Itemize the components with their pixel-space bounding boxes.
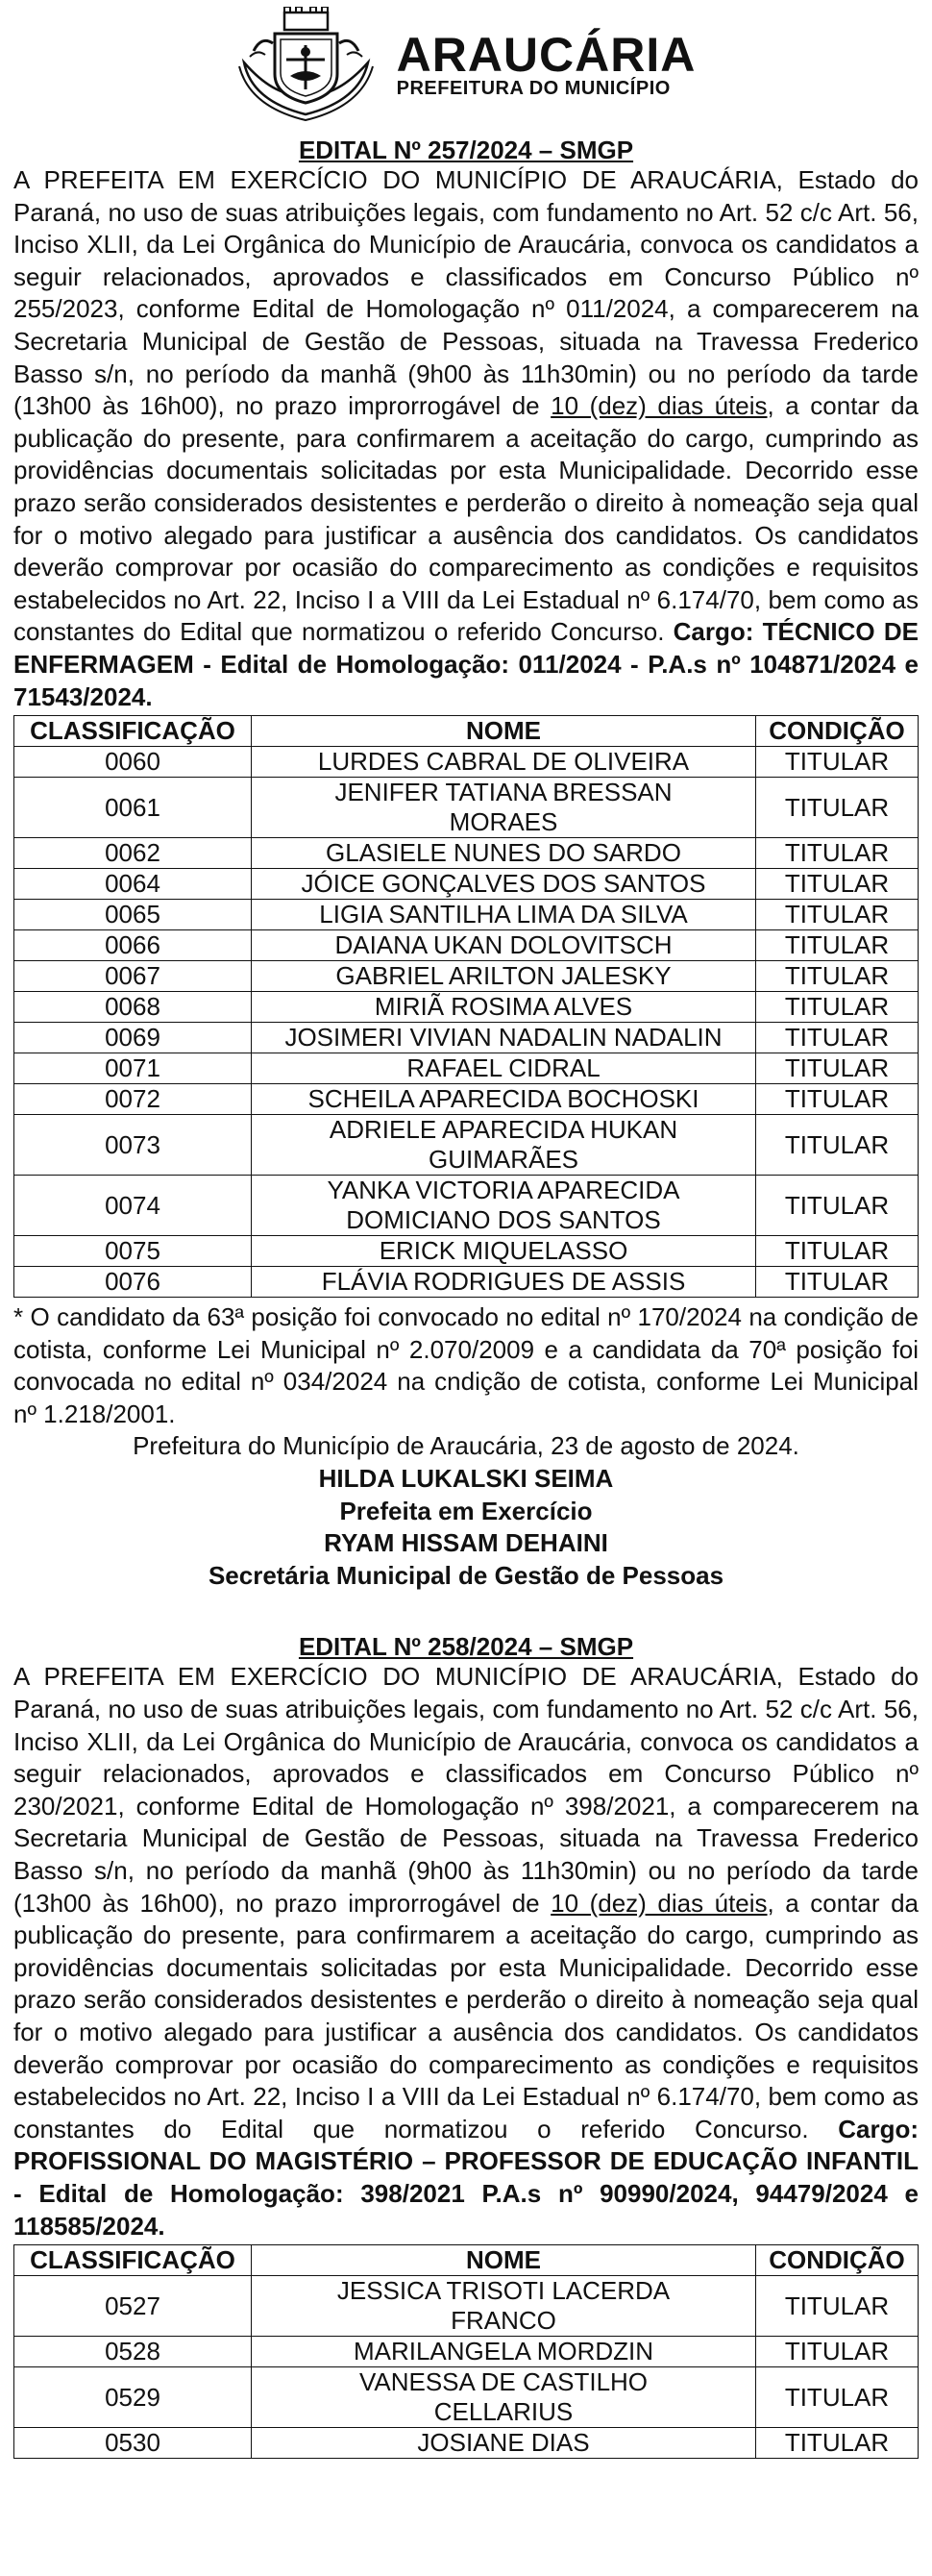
table-row	[14, 2276, 919, 2337]
cell-condicao: TITULAR	[756, 1236, 919, 1267]
cell-classificacao: 0075	[14, 1236, 252, 1267]
cell-classificacao: 0060	[14, 747, 252, 778]
column-header: CLASSIFICAÇÃO	[14, 716, 252, 747]
body-text: , a contar da publicação do presente, para confirmarem a aceitação do cargo, cumprindo as providências documentais solicitadas por esta Municipalidade. Decorrido esse prazo serão considerados desistentes e perderão o direito à nomeação seja qual for o motivo alegado para justificar a ausência dos candidatos. Os candidatos deverão comprovar por ocasião do comparecimento as condições e requisitos estabelecidos no Art. 22, Inciso I a VIII da Lei Estadual nº 6.174/70, bem como as constantes do Edital que normatizou o referido Concurso.	[13, 391, 919, 647]
cell-nome: ERICK MIQUELASSO	[252, 1236, 756, 1267]
table-row	[14, 2337, 919, 2367]
cell-condicao: TITULAR	[756, 1267, 919, 1298]
column-header: NOME	[252, 716, 756, 747]
edital-body	[13, 1661, 919, 2242]
cell-classificacao: 0068	[14, 992, 252, 1023]
brand-subtitle: PREFEITURA DO MUNICÍPIO	[396, 77, 671, 99]
cell-nome: JENIFER TATIANA BRESSAN MORAES	[252, 778, 756, 838]
cell-classificacao: 0061	[14, 778, 252, 838]
body-text: , a contar da publicação do presente, para confirmarem a aceitação do cargo, cumprindo as providências documentais solicitadas por esta Municipalidade. Decorrido esse prazo serão considerados desistentes e perderão o direito à nomeação seja qual for o motivo alegado para justificar a ausência dos candidatos. Os candidatos deverão comprovar por ocasião do comparecimento as condições e requisitos estabelecidos no Art. 22, Inciso I a VIII da Lei Estadual nº 6.174/70, bem como as constantes do Edital que normatizou o referido Concurso.	[13, 1888, 919, 2143]
table-row	[14, 1115, 919, 1176]
table-row	[14, 1236, 919, 1267]
header	[13, 0, 919, 130]
cargo-text: Cargo: TÉCNICO DE ENFERMAGEM - Edital de Homologação: 011/2024 - P.A.s nº 104871/2024 e 71543/2024.	[13, 617, 920, 711]
table-row	[14, 900, 919, 930]
cell-classificacao: 0064	[14, 869, 252, 900]
cell-classificacao: 0074	[14, 1176, 252, 1236]
table-header-row	[14, 2245, 919, 2276]
cell-nome: RAFAEL CIDRAL	[252, 1053, 756, 1084]
body-text: A PREFEITA EM EXERCÍCIO DO MUNICÍPIO DE ARAUCÁRIA, Estado do Paraná, no uso de suas atribuições legais, com fundamento no Art. 52 c/c Art. 56, Inciso XLII, da Lei Orgânica do Município de Araucária, convoca os candidatos a seguir relacionados, aprovados e classificados em Concurso Público nº 230/2021, conforme Edital de Homologação nº 398/2021, a comparecerem na Secretaria Municipal de Gestão de Pessoas, situada na Travessa Frederico Basso s/n, no período da manhã (9h00 às 11h30min) ou no período da tarde (13h00 às 16h00), no prazo improrrogável de	[13, 1662, 919, 1918]
edital-title: EDITAL Nº 257/2024 – SMGP	[298, 136, 634, 164]
cell-nome: GLASIELE NUNES DO SARDO	[252, 838, 756, 869]
cell-classificacao: 0069	[14, 1023, 252, 1053]
cell-nome: YANKA VICTORIA APARECIDA DOMICIANO DOS SANTOS	[252, 1176, 756, 1236]
edital-title: EDITAL Nº 258/2024 – SMGP	[298, 1632, 634, 1662]
cell-nome: JOSIANE DIAS	[252, 2428, 756, 2459]
coat-of-arms-icon	[236, 7, 376, 124]
cell-condicao: TITULAR	[756, 2337, 919, 2367]
column-header: CONDIÇÃO	[756, 2245, 919, 2276]
table-row	[14, 1053, 919, 1084]
signer-name: RYAM HISSAM DEHAINI	[324, 1528, 608, 1558]
cell-condicao: TITULAR	[756, 838, 919, 869]
cell-condicao: TITULAR	[756, 992, 919, 1023]
cell-condicao: TITULAR	[756, 778, 919, 838]
body-text: A PREFEITA EM EXERCÍCIO DO MUNICÍPIO DE ARAUCÁRIA, Estado do Paraná, no uso de suas atribuições legais, com fundamento no Art. 52 c/c Art. 56, Inciso XLII, da Lei Orgânica do Município de Araucária, convoca os candidatos a seguir relacionados, aprovados e classificados em Concurso Público nº 255/2023, conforme Edital de Homologação nº 011/2024, a comparecerem na Secretaria Municipal de Gestão de Pessoas, situada na Travessa Frederico Basso s/n, no período da manhã (9h00 às 11h30min) ou no período da tarde (13h00 às 16h00), no prazo improrrogável de	[13, 165, 919, 421]
cell-nome: GABRIEL ARILTON JALESKY	[252, 961, 756, 992]
table-row	[14, 838, 919, 869]
edital-body	[13, 164, 919, 713]
cell-condicao: TITULAR	[756, 930, 919, 961]
cell-classificacao: 0071	[14, 1053, 252, 1084]
table-row	[14, 778, 919, 838]
cell-classificacao: 0072	[14, 1084, 252, 1115]
cell-nome: LURDES CABRAL DE OLIVEIRA	[252, 747, 756, 778]
cell-classificacao: 0067	[14, 961, 252, 992]
cell-classificacao: 0065	[14, 900, 252, 930]
table-row	[14, 747, 919, 778]
deadline-text: 10 (dez) dias úteis	[551, 391, 768, 421]
cell-classificacao: 0066	[14, 930, 252, 961]
column-header: CLASSIFICAÇÃO	[14, 2245, 252, 2276]
table-row	[14, 2367, 919, 2428]
table-row	[14, 1084, 919, 1115]
cell-classificacao: 0530	[14, 2428, 252, 2459]
table-row	[14, 930, 919, 961]
cell-condicao: TITULAR	[756, 1176, 919, 1236]
brand	[396, 27, 697, 99]
document-page	[13, 0, 919, 2459]
cell-nome: MIRIÃ ROSIMA ALVES	[252, 992, 756, 1023]
table-row	[14, 1267, 919, 1298]
cell-classificacao: 0528	[14, 2337, 252, 2367]
cell-nome: DAIANA UKAN DOLOVITSCH	[252, 930, 756, 961]
column-header: NOME	[252, 2245, 756, 2276]
footnote: * O candidato da 63ª posição foi convocado no edital nº 170/2024 na condição de cotista, conforme Lei Municipal nº 2.070/2009 e a candidata da 70ª posição foi convocada no edital nº 034/2024 na cndição de cotista, conforme Lei Municipal nº 1.218/2001.	[13, 1302, 919, 1428]
signer-role: Secretária Municipal de Gestão de Pessoas	[208, 1560, 724, 1590]
cell-nome: JESSICA TRISOTI LACERDA FRANCO	[252, 2276, 756, 2337]
table-row	[14, 992, 919, 1023]
cell-classificacao: 0062	[14, 838, 252, 869]
cell-nome: SCHEILA APARECIDA BOCHOSKI	[252, 1084, 756, 1115]
table-row	[14, 1176, 919, 1236]
cell-nome: VANESSA DE CASTILHO CELLARIUS	[252, 2367, 756, 2428]
table-row	[14, 1023, 919, 1053]
cell-classificacao: 0527	[14, 2276, 252, 2337]
cargo-text: Cargo: PROFISSIONAL DO MAGISTÉRIO – PROFESSOR DE EDUCAÇÃO INFANTIL - Edital de Homologação: 398/2021 P.A.s nº 90990/2024, 94479/2024 e 118585/2024.	[13, 2114, 919, 2241]
cell-condicao: TITULAR	[756, 2276, 919, 2337]
cell-nome: LIGIA SANTILHA LIMA DA SILVA	[252, 900, 756, 930]
place-date: Prefeitura do Município de Araucária, 23 de agosto de 2024.	[133, 1431, 799, 1461]
signer-name: HILDA LUKALSKI SEIMA	[318, 1464, 614, 1494]
cell-nome: JOSIMERI VIVIAN NADALIN NADALIN	[252, 1023, 756, 1053]
cell-nome: ADRIELE APARECIDA HUKAN GUIMARÃES	[252, 1115, 756, 1176]
column-header: CONDIÇÃO	[756, 716, 919, 747]
cell-nome: MARILANGELA MORDZIN	[252, 2337, 756, 2367]
cell-condicao: TITULAR	[756, 869, 919, 900]
candidates-table	[13, 715, 919, 1298]
cell-classificacao: 0076	[14, 1267, 252, 1298]
cell-condicao: TITULAR	[756, 747, 919, 778]
cell-classificacao: 0529	[14, 2367, 252, 2428]
table-header-row	[14, 716, 919, 747]
signer-role: Prefeita em Exercício	[339, 1496, 593, 1525]
brand-name: ARAUCÁRIA	[396, 27, 697, 82]
table-row	[14, 869, 919, 900]
cell-condicao: TITULAR	[756, 1053, 919, 1084]
cell-nome: FLÁVIA RODRIGUES DE ASSIS	[252, 1267, 756, 1298]
cell-condicao: TITULAR	[756, 2428, 919, 2459]
cell-condicao: TITULAR	[756, 900, 919, 930]
cell-condicao: TITULAR	[756, 961, 919, 992]
cell-nome: JÓICE GONÇALVES DOS SANTOS	[252, 869, 756, 900]
cell-condicao: TITULAR	[756, 1084, 919, 1115]
table-row	[14, 961, 919, 992]
cell-condicao: TITULAR	[756, 1023, 919, 1053]
deadline-text: 10 (dez) dias úteis	[551, 1888, 768, 1918]
table-row	[14, 2428, 919, 2459]
cell-classificacao: 0073	[14, 1115, 252, 1176]
cell-condicao: TITULAR	[756, 2367, 919, 2428]
cell-condicao: TITULAR	[756, 1115, 919, 1176]
candidates-table	[13, 2244, 919, 2459]
